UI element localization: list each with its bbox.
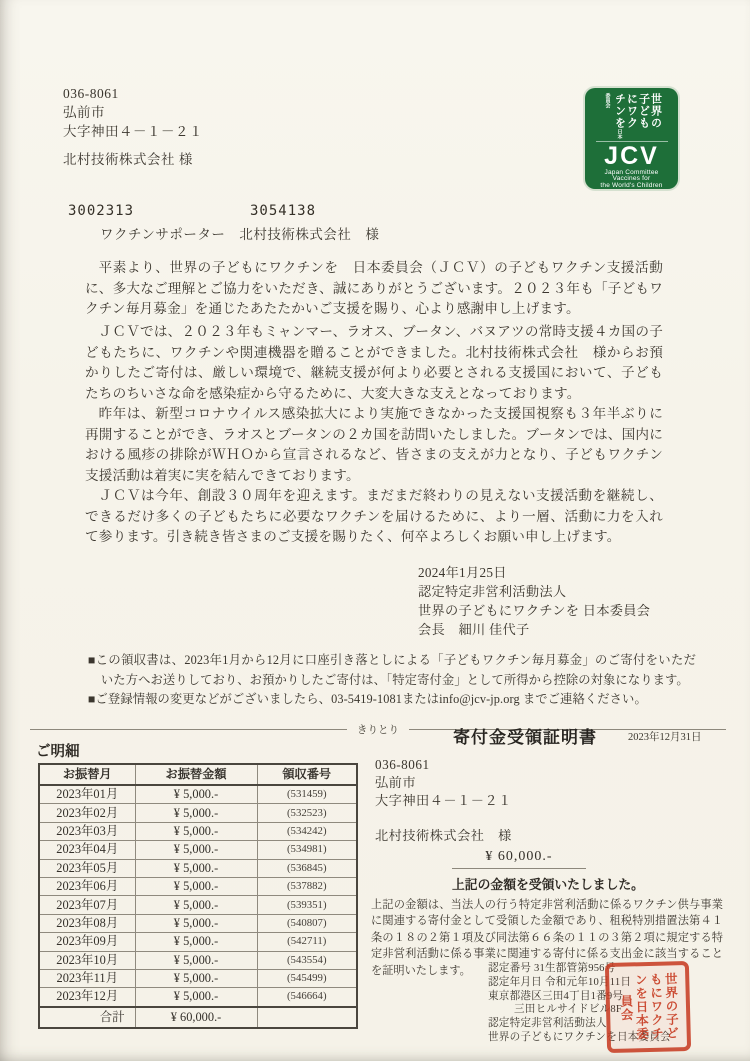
amount-cell: ¥ 5,000.- bbox=[135, 877, 257, 895]
month-cell: 2023年08月 bbox=[39, 914, 135, 932]
receipt-no-cell: (537882) bbox=[257, 877, 357, 895]
president-name: 会長 細川 佳代子 bbox=[418, 622, 530, 637]
amount-cell: ¥ 5,000.- bbox=[135, 841, 257, 859]
month-cell: 2023年01月 bbox=[39, 785, 135, 804]
month-cell: 2023年02月 bbox=[39, 804, 135, 822]
postal-code: 036-8061 bbox=[63, 86, 119, 101]
registration-org-type: 認定特定非営利活動法人 bbox=[488, 1018, 607, 1030]
certificate-legal-text: 上記の金額は、当法人の行う特定非営利活動に係るワクチン供与事業に関連する寄付金として受領した金額であり、租税特別措置法第４１条の１８の２第１項及び同法第６６条の１１の３第２項に規定する特定非営利活動に係る事業に関連する寄付に係る支出金に該当することを証明いたします。 bbox=[371, 899, 723, 977]
org-name: 世界の子どもにワクチンを 日本委員会 bbox=[418, 603, 651, 618]
amount-cell: ¥ 5,000.- bbox=[135, 914, 257, 932]
certificate-amount: ¥ 60,000.- bbox=[452, 849, 586, 869]
recipient-name: 北村技術株式会社 様 bbox=[375, 828, 512, 843]
table-row bbox=[39, 969, 357, 987]
receipt-no-cell: (532523) bbox=[257, 804, 357, 822]
table-row bbox=[39, 896, 357, 914]
detail-table-body bbox=[39, 785, 357, 1007]
month-cell: 2023年12月 bbox=[39, 988, 135, 1007]
cut-line-dash-left bbox=[30, 729, 347, 730]
received-statement: 上記の金額を受領いたしました。 bbox=[452, 877, 644, 892]
receipt-no-cell: (540807) bbox=[257, 914, 357, 932]
receipt-no-cell: (545499) bbox=[257, 969, 357, 987]
paragraph-4: ＪＣＶは今年、創設３０周年を迎えます。まだまだ終わりの見えない支援活動を継続し、できるだけ多くの子どもたちに必要なワクチンを届けるために、より一層、活動に力を入れて参ります。引き続き皆さまのご支援を賜りたく、何卒よろしくお願い申し上げます。 bbox=[85, 488, 663, 544]
receipt-no-cell: (539351) bbox=[257, 896, 357, 914]
detail-table bbox=[38, 763, 358, 1029]
amount-cell: ¥ 5,000.- bbox=[135, 951, 257, 969]
receipt-no-cell: (531459) bbox=[257, 785, 357, 804]
certificate-title: 寄付金受領証明書 bbox=[453, 728, 597, 747]
total-receipt-empty bbox=[257, 1007, 357, 1028]
month-cell: 2023年10月 bbox=[39, 951, 135, 969]
receipt-no-cell: (546664) bbox=[257, 988, 357, 1007]
street: 大字神田４－１－２１ bbox=[375, 793, 512, 808]
receipt-no-cell: (543554) bbox=[257, 951, 357, 969]
table-row bbox=[39, 877, 357, 895]
month-cell: 2023年03月 bbox=[39, 822, 135, 840]
postal-code: 036-8061 bbox=[375, 757, 430, 772]
letter-date: 2024年1月25日 bbox=[418, 565, 507, 580]
total-label: 合計 bbox=[39, 1007, 135, 1028]
total-row bbox=[39, 1007, 357, 1028]
registration-address2: 三田ヒルサイドビル8F bbox=[514, 1004, 622, 1016]
month-cell: 2023年06月 bbox=[39, 877, 135, 895]
receipt-no-cell: (542711) bbox=[257, 933, 357, 951]
receipt-no-cell: (534242) bbox=[257, 822, 357, 840]
amount-cell: ¥ 5,000.- bbox=[135, 804, 257, 822]
receipt-no-cell: (534981) bbox=[257, 841, 357, 859]
detail-heading: ご明細 bbox=[36, 744, 80, 760]
signature-block bbox=[418, 563, 650, 639]
table-row bbox=[39, 822, 357, 840]
letter-recipient-address bbox=[63, 84, 203, 169]
street: 大字神田４－１－２１ bbox=[63, 124, 203, 139]
jcv-logo-english: Japan Committee Vaccines for the World's Children bbox=[600, 168, 663, 189]
header-receipt-no: 領収番号 bbox=[257, 764, 357, 785]
table-row bbox=[39, 785, 357, 804]
city: 弘前市 bbox=[63, 105, 105, 120]
org-type: 認定特定非営利活動法人 bbox=[418, 584, 567, 599]
amount-cell: ¥ 5,000.- bbox=[135, 969, 257, 987]
amount-cell: ¥ 5,000.- bbox=[135, 896, 257, 914]
table-row bbox=[39, 804, 357, 822]
detail-table-header-row bbox=[39, 764, 357, 785]
table-row bbox=[39, 841, 357, 859]
paragraph-2: ＪＣＶでは、２０２３年もミャンマー、ラオス、ブータン、バヌアツの常時支援４カ国の子どもたちに、ワクチンや関連機器を贈ることができました。北村技術株式会社 様からお預かりしたご寄付は、厳しい環境で、継続支援が何より必要とされる支援国において、子どもたちのちいさな命を感染症から守るために、大変大きな支えとなっております。 bbox=[85, 324, 663, 401]
recipient-name: 北村技術株式会社 様 bbox=[63, 152, 193, 167]
official-red-seal-stamp bbox=[605, 961, 691, 1053]
receipt-no-cell: (536845) bbox=[257, 859, 357, 877]
table-row bbox=[39, 951, 357, 969]
jcv-logo-acronym: JCV bbox=[596, 141, 668, 169]
registration-address1: 東京都港区三田4丁目1番9号 bbox=[488, 990, 624, 1002]
footnotes bbox=[88, 651, 696, 710]
certificate-date: 2023年12月31日 bbox=[628, 732, 702, 743]
city: 弘前市 bbox=[375, 775, 417, 790]
paragraph-1: 平素より、世界の子どもにワクチンを 日本委員会（ＪＣＶ）の子どもワクチン支援活動に、多大なご理解とご協力をいただき、誠にありがとうございます。２０２３年も「子どもワクチン毎月募金」を通じたあたたかいご支援を賜り、心より感謝申し上げます。 bbox=[85, 260, 663, 316]
stamp-text: 世界の子どもにワクチンを日本委員会 bbox=[618, 972, 679, 1042]
jcv-logo-vertical-text: 世界の子どもにワクチンを日本委員会 bbox=[604, 93, 662, 139]
table-row bbox=[39, 859, 357, 877]
total-amount: ¥ 60,000.- bbox=[135, 1007, 257, 1028]
amount-cell: ¥ 5,000.- bbox=[135, 988, 257, 1007]
month-cell: 2023年09月 bbox=[39, 933, 135, 951]
registration-number: 認定番号 31生都管第956号 bbox=[488, 963, 616, 974]
table-row bbox=[39, 914, 357, 932]
table-row bbox=[39, 988, 357, 1007]
paragraph-3: 昨年は、新型コロナウイルス感染拡大により実施できなかった支援国視察も３年半ぶりに再開することができ、ラオスとブータンの２カ国を訪問いたしました。ブータンでは、国内における風疹の排除がＷＨＯから宣言されるなど、皆さまの支えが力となり、子どもワクチン支援活動は着実に実を結んできております。 bbox=[85, 406, 663, 483]
certificate-recipient-address bbox=[375, 756, 512, 845]
table-row bbox=[39, 933, 357, 951]
footnote-2: ■ご登録情報の変更などがございましたら、03-5419-1081またはinfo@jcv-jp.org までご連絡ください。 bbox=[88, 692, 647, 706]
month-cell: 2023年07月 bbox=[39, 896, 135, 914]
supporter-line: ワクチンサポーター 北村技術株式会社 様 bbox=[100, 227, 380, 242]
amount-cell: ¥ 5,000.- bbox=[135, 859, 257, 877]
header-month: お振替月 bbox=[39, 764, 135, 785]
footnote-1: ■この領収書は、2023年1月から12月に口座引き落としによる「子どもワクチン毎月募金」のご寄付をいただいた方へお送りしており、お預かりしたご寄付は、「特定寄付金」として所得から控除の対象になります。 bbox=[88, 653, 696, 687]
month-cell: 2023年05月 bbox=[39, 859, 135, 877]
amount-cell: ¥ 5,000.- bbox=[135, 933, 257, 951]
supporter-id: 3002313 bbox=[68, 203, 135, 219]
member-id: 3054138 bbox=[250, 203, 317, 219]
registration-date: 認定年月日 令和元年10月11日 bbox=[488, 976, 632, 988]
amount-cell: ¥ 5,000.- bbox=[135, 785, 257, 804]
jcv-logo bbox=[585, 88, 678, 189]
amount-cell: ¥ 5,000.- bbox=[135, 822, 257, 840]
cut-line-label: きりとり bbox=[357, 724, 399, 736]
header-amount: お振替金額 bbox=[135, 764, 257, 785]
month-cell: 2023年11月 bbox=[39, 969, 135, 987]
month-cell: 2023年04月 bbox=[39, 841, 135, 859]
registration-org-name: 世界の子どもにワクチンを日本委員会 bbox=[488, 1031, 671, 1043]
